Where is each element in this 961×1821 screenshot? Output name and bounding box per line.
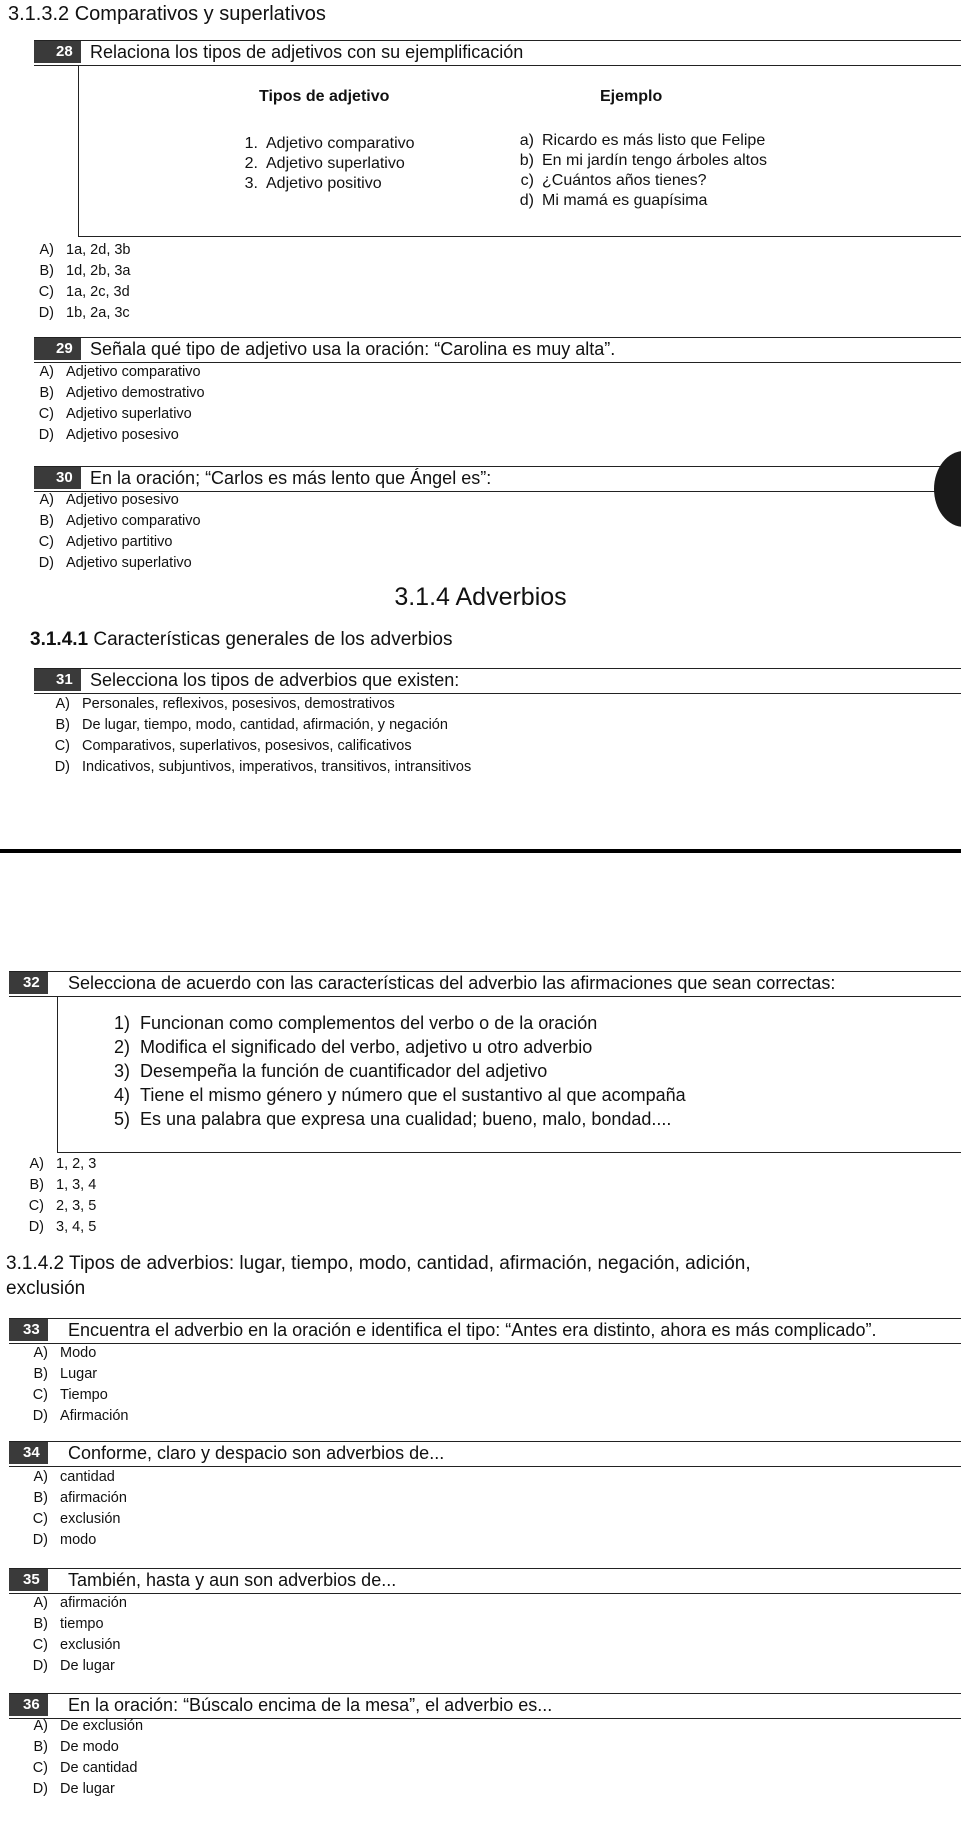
- question-31-header: [34, 668, 961, 694]
- list-item: 3. Adjetivo positivo: [244, 175, 382, 192]
- answer-option-a[interactable]: A) 1, 2, 3: [29, 1156, 97, 1172]
- question-33-options: [14, 1343, 129, 1427]
- section-title-line: 3.1.4.2 Tipos de adverbios: lugar, tiempo, modo, cantidad, afirmación, negación, adición,: [6, 1253, 751, 1274]
- answer-option-d[interactable]: D) 3, 4, 5: [28, 1219, 97, 1235]
- question-number: 36: [9, 1694, 48, 1716]
- question-36-header: [9, 1693, 961, 1719]
- question-35-options: [14, 1593, 127, 1677]
- question-text: Señala qué tipo de adjetivo usa la oración: “Carolina es muy alta”.: [90, 339, 616, 359]
- question-text: Encuentra el adverbio en la oración e identifica el tipo: “Antes era distinto, ahora es más complicado”.: [68, 1320, 877, 1340]
- list-item: 1) Funcionan como complementos del verbo o de la oración: [113, 1013, 598, 1033]
- question-number: 34: [9, 1442, 48, 1464]
- answer-option-c[interactable]: C) De cantidad: [32, 1760, 138, 1776]
- list-item: b) En mi jardín tengo árboles altos: [519, 152, 768, 169]
- question-30-options: [20, 490, 201, 574]
- list-item: a) Ricardo es más listo que Felipe: [519, 132, 766, 149]
- question-number: 28: [34, 41, 81, 63]
- answer-option-b[interactable]: B) Adjetivo demostrativo: [39, 385, 205, 401]
- list-item: 4) Tiene el mismo género y número que el sustantivo al que acompaña: [113, 1085, 686, 1105]
- answer-option-d[interactable]: D) 1b, 2a, 3c: [38, 305, 130, 321]
- answer-option-c[interactable]: C) Comparativos, superlativos, posesivos, calificativos: [54, 738, 412, 754]
- adjective-types-list: [228, 134, 415, 194]
- chapter-heading-314: 3.1.4 Adverbios: [394, 583, 567, 611]
- question-text: Selecciona los tipos de adverbios que existen:: [90, 670, 460, 690]
- answer-option-b[interactable]: B) 1d, 2b, 3a: [39, 263, 131, 279]
- answer-option-d[interactable]: D) Adjetivo posesivo: [38, 427, 179, 443]
- answer-option-c[interactable]: C) 2, 3, 5: [28, 1198, 97, 1214]
- answer-option-d[interactable]: D) De lugar: [32, 1781, 115, 1797]
- table-header-examples: Ejemplo: [600, 88, 663, 105]
- answer-option-a[interactable]: A) cantidad: [33, 1469, 115, 1485]
- list-item: c) ¿Cuántos años tienes?: [520, 172, 707, 189]
- answer-option-c[interactable]: C) exclusión: [32, 1637, 121, 1653]
- section-title-3141: [30, 629, 452, 651]
- question-34-header: [9, 1441, 961, 1467]
- answer-option-b[interactable]: B) 1, 3, 4: [29, 1177, 97, 1193]
- answer-option-a[interactable]: A) Personales, reflexivos, posesivos, demostrativos: [55, 696, 395, 712]
- list-item: d) Mi mamá es guapísima: [519, 192, 708, 209]
- question-text: En la oración; “Carlos es más lento que Ángel es”:: [90, 468, 492, 488]
- list-item: 2) Modifica el significado del verbo, adjetivo u otro adverbio: [113, 1037, 593, 1057]
- question-29-header: [34, 337, 961, 363]
- table-header-types: Tipos de adjetivo: [259, 88, 390, 105]
- question-number: 32: [9, 972, 48, 994]
- question-35-header: [9, 1568, 961, 1594]
- page-divider: [0, 849, 961, 853]
- question-number: 35: [9, 1569, 48, 1591]
- question-30-header: [34, 466, 961, 492]
- answer-option-d[interactable]: D) De lugar: [32, 1658, 115, 1674]
- list-item: 3) Desempeña la función de cuantificador del adjetivo: [113, 1061, 548, 1081]
- answer-option-b[interactable]: B) Adjetivo comparativo: [39, 513, 201, 529]
- answer-option-a[interactable]: A) Adjetivo comparativo: [39, 364, 201, 380]
- question-32-statements: [100, 1011, 686, 1131]
- section-title-3132: 3.1.3.2 Comparativos y superlativos: [8, 3, 326, 25]
- question-31-options: [36, 694, 471, 778]
- question-number: 31: [34, 669, 81, 691]
- question-29-options: [20, 362, 205, 446]
- scan-smudge: [934, 451, 961, 527]
- section-title-line: exclusión: [6, 1278, 86, 1299]
- answer-option-b[interactable]: B) afirmación: [33, 1490, 127, 1506]
- answer-option-c[interactable]: C) Tiempo: [32, 1387, 108, 1403]
- question-text: Conforme, claro y despacio son adverbios de...: [68, 1443, 445, 1463]
- answer-option-b[interactable]: B) De modo: [33, 1739, 119, 1755]
- answer-option-c[interactable]: C) 1a, 2c, 3d: [38, 284, 130, 300]
- question-28-options: [20, 240, 131, 324]
- question-number: 30: [34, 467, 81, 489]
- question-text: También, hasta y aun son adverbios de...: [68, 1570, 397, 1590]
- list-item: 1. Adjetivo comparativo: [244, 135, 415, 152]
- question-text: En la oración: “Búscalo encima de la mesa”, el adverbio es...: [68, 1695, 553, 1715]
- answer-option-d[interactable]: D) Adjetivo superlativo: [38, 555, 192, 571]
- section-title-3142: [6, 1251, 751, 1301]
- answer-option-b[interactable]: B) De lugar, tiempo, modo, cantidad, afirmación, y negación: [55, 717, 448, 733]
- question-28-header: [34, 40, 961, 66]
- question-text: Relaciona los tipos de adjetivos con su ejemplificación: [90, 42, 524, 62]
- answer-option-b[interactable]: B) Lugar: [33, 1366, 98, 1382]
- answer-option-d[interactable]: D) Afirmación: [32, 1408, 129, 1424]
- section-number: 3.1.4.1: [30, 629, 89, 650]
- question-32-options: [10, 1154, 96, 1238]
- answer-option-d[interactable]: D) Indicativos, subjuntivos, imperativos, transitivos, intransitivos: [54, 759, 472, 775]
- examples-list: [504, 131, 767, 211]
- answer-option-a[interactable]: A) Adjetivo posesivo: [39, 492, 179, 508]
- answer-option-c[interactable]: C) Adjetivo superlativo: [38, 406, 192, 422]
- question-33-header: [9, 1318, 961, 1344]
- question-34-options: [14, 1467, 127, 1551]
- question-number: 33: [9, 1319, 48, 1341]
- answer-option-c[interactable]: C) Adjetivo partitivo: [38, 534, 173, 550]
- section-text: Características generales de los adverbios: [93, 629, 453, 650]
- answer-option-a[interactable]: A) Modo: [33, 1345, 97, 1361]
- answer-option-a[interactable]: A) afirmación: [33, 1595, 127, 1611]
- list-item: 2. Adjetivo superlativo: [244, 155, 405, 172]
- question-32-header: [9, 971, 961, 997]
- answer-option-b[interactable]: B) tiempo: [33, 1616, 104, 1632]
- answer-option-a[interactable]: A) 1a, 2d, 3b: [39, 242, 131, 258]
- list-item: 5) Es una palabra que expresa una cualidad; bueno, malo, bondad....: [113, 1109, 672, 1129]
- answer-option-a[interactable]: A) De exclusión: [33, 1718, 144, 1734]
- answer-option-d[interactable]: D) modo: [32, 1532, 97, 1548]
- question-36-options: [14, 1716, 143, 1800]
- answer-option-c[interactable]: C) exclusión: [32, 1511, 121, 1527]
- question-number: 29: [34, 338, 81, 360]
- question-text: Selecciona de acuerdo con las características del adverbio las afirmaciones que sean correctas:: [68, 973, 836, 993]
